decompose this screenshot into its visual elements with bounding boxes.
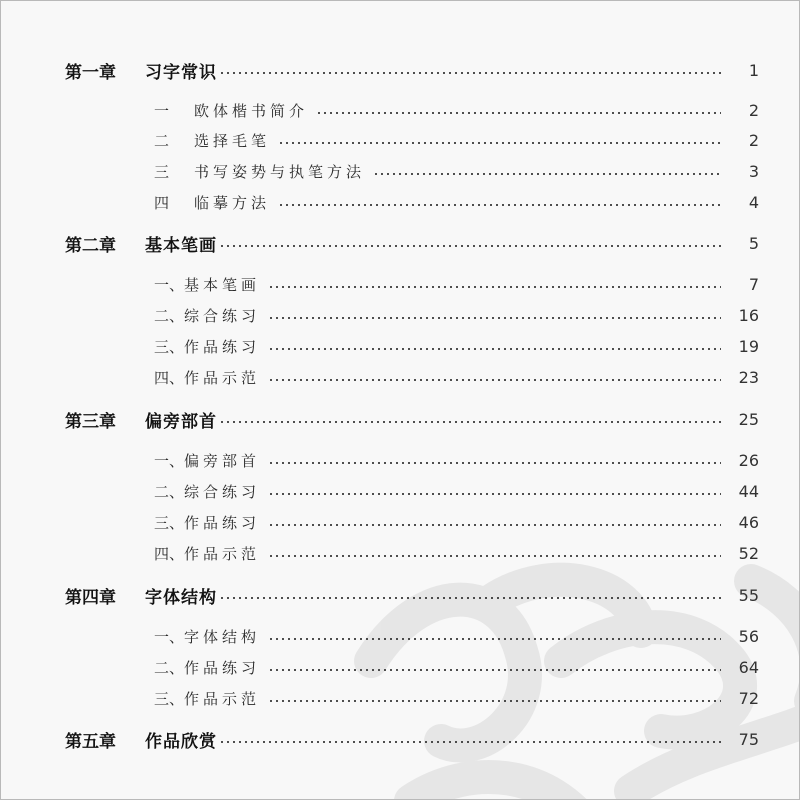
dot-leader: [278, 204, 721, 206]
chapter-title: 字体结构: [145, 587, 217, 608]
dot-leader: [268, 555, 721, 557]
section-title: 字体结构: [184, 627, 261, 646]
page-number: 2: [748, 100, 759, 120]
dot-leader: [219, 741, 721, 743]
toc-section-4-1[interactable]: [154, 624, 759, 648]
dot-leader: [219, 421, 721, 423]
page-number: 3: [748, 161, 759, 181]
toc-section-4-2[interactable]: [154, 655, 759, 679]
section-number: 三、: [154, 513, 185, 532]
page-number: 7: [748, 274, 759, 294]
dot-leader: [268, 669, 721, 671]
toc-chapter-4[interactable]: [65, 583, 759, 607]
dot-leader: [268, 317, 721, 319]
toc-chapter-2[interactable]: [65, 231, 759, 255]
toc-chapter-3[interactable]: [65, 407, 759, 431]
dot-leader: [268, 379, 721, 381]
page-number: 56: [738, 626, 759, 646]
page-number: 72: [738, 688, 759, 708]
section-number: 一: [154, 101, 170, 120]
chapter-title: 偏旁部首: [145, 411, 217, 432]
section-title: 作品示范: [184, 544, 261, 563]
page-number: 46: [738, 512, 759, 532]
section-number: 三、: [154, 689, 185, 708]
toc-section-3-2[interactable]: [154, 479, 759, 503]
dot-leader: [373, 173, 721, 175]
page-number: 23: [738, 367, 759, 387]
chapter-number: 第二章: [65, 235, 116, 256]
toc-section-2-1[interactable]: [154, 272, 759, 296]
section-number: 一、: [154, 451, 185, 470]
section-title: 作品练习: [184, 337, 261, 356]
toc-chapter-5[interactable]: [65, 727, 759, 751]
section-title: 作品练习: [184, 513, 261, 532]
toc-section-1-4[interactable]: [154, 190, 759, 214]
table-of-contents: [1, 1, 800, 800]
section-title: 作品示范: [184, 689, 261, 708]
page-number: 4: [748, 192, 759, 212]
section-number: 三、: [154, 337, 185, 356]
toc-section-3-1[interactable]: [154, 448, 759, 472]
section-number: 三: [154, 162, 170, 181]
chapter-number: 第五章: [65, 731, 116, 752]
section-number: 一、: [154, 275, 185, 294]
page-number: 2: [748, 130, 759, 150]
section-title: 选择毛笔: [194, 131, 271, 150]
page-number: 64: [738, 657, 759, 677]
dot-leader: [268, 462, 721, 464]
dot-leader: [268, 286, 721, 288]
section-number: 二、: [154, 306, 185, 325]
page-number: 55: [738, 585, 759, 605]
toc-section-1-3[interactable]: [154, 159, 759, 183]
section-number: 四、: [154, 544, 185, 563]
section-number: 二: [154, 131, 170, 150]
page-number: 16: [738, 305, 759, 325]
section-title: 偏旁部首: [184, 451, 261, 470]
page-number: 52: [738, 543, 759, 563]
dot-leader: [268, 700, 721, 702]
toc-section-2-3[interactable]: [154, 334, 759, 358]
section-title: 综合练习: [184, 482, 261, 501]
page-number: 26: [738, 450, 759, 470]
dot-leader: [268, 348, 721, 350]
section-title: 作品练习: [184, 658, 261, 677]
page-number: 25: [738, 409, 759, 429]
section-title: 书写姿势与执笔方法: [194, 162, 366, 181]
toc-section-4-3[interactable]: [154, 686, 759, 710]
toc-section-1-2[interactable]: [154, 128, 759, 152]
section-title: 欧体楷书简介: [194, 101, 309, 120]
toc-chapter-1[interactable]: [65, 58, 759, 82]
section-number: 二、: [154, 482, 185, 501]
chapter-title: 基本笔画: [145, 235, 217, 256]
section-number: 四、: [154, 368, 185, 387]
dot-leader: [278, 142, 721, 144]
page-number: 44: [738, 481, 759, 501]
section-title: 作品示范: [184, 368, 261, 387]
dot-leader: [268, 493, 721, 495]
toc-section-3-4[interactable]: [154, 541, 759, 565]
dot-leader: [316, 112, 721, 114]
toc-section-1-1[interactable]: [154, 98, 759, 122]
page-number: 19: [738, 336, 759, 356]
section-title: 综合练习: [184, 306, 261, 325]
dot-leader: [268, 638, 721, 640]
chapter-title: 习字常识: [145, 62, 217, 83]
page-number: 75: [738, 729, 759, 749]
dot-leader: [219, 597, 721, 599]
chapter-number: 第三章: [65, 411, 116, 432]
section-title: 基本笔画: [184, 275, 261, 294]
dot-leader: [268, 524, 721, 526]
section-title: 临摹方法: [194, 193, 271, 212]
page-number: 5: [748, 233, 759, 253]
section-number: 二、: [154, 658, 185, 677]
dot-leader: [219, 72, 721, 74]
toc-section-3-3[interactable]: [154, 510, 759, 534]
dot-leader: [219, 245, 721, 247]
toc-section-2-4[interactable]: [154, 365, 759, 389]
section-number: 一、: [154, 627, 185, 646]
chapter-title: 作品欣赏: [145, 731, 217, 752]
section-number: 四: [154, 193, 170, 212]
chapter-number: 第四章: [65, 587, 116, 608]
page-number: 1: [748, 60, 759, 80]
chapter-number: 第一章: [65, 62, 116, 83]
toc-section-2-2[interactable]: [154, 303, 759, 327]
